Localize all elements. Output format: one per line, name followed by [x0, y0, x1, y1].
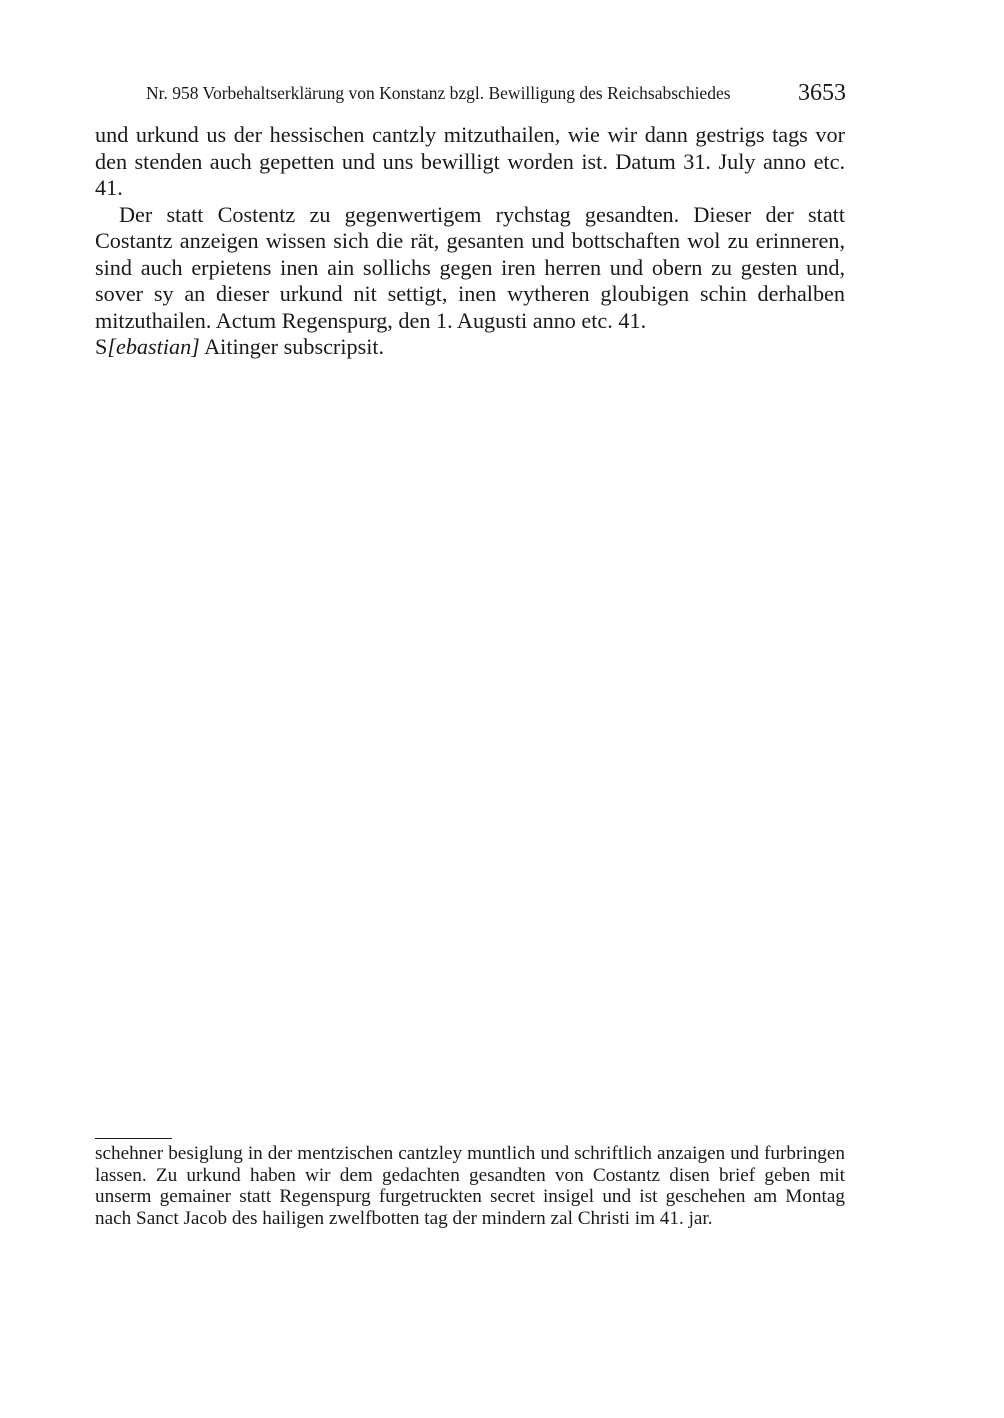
- footnote: [95, 1143, 845, 1229]
- main-text: [95, 122, 845, 361]
- signature-rest: Aitinger subscripsit.: [199, 334, 385, 359]
- signature-expansion: [ebastian]: [107, 334, 200, 359]
- footnote-text: schehner besiglung in der mentzischen cantzley muntlich und schriftlich anzaigen und furbringen lassen. Zu urkund haben wir dem gedachten gesandten von Costantz disen brief geben mit unserm gemainer statt Regenspurg furgetruckten secret insigel und ist geschehen am Montag nach Sanct Jacob des hailigen zwelfbotten tag der mindern zal Christi im 41. jar.: [95, 1143, 845, 1229]
- page-header: [146, 78, 846, 108]
- page-number: 3653: [798, 80, 846, 106]
- paragraph-2: Der statt Costentz zu gegenwertigem rychstag gesandten. Dieser der statt Costantz anzeigen wissen sich die rät, gesanten und bottschaften wol zu erinneren, sind auch erpietens inen ain sollichs gegen iren herren und obern zu gesten und, sover sy an dieser urkund nit settigt, inen wytheren gloubigen schin derhalben mitzuthailen. Actum Regenspurg, den 1. Augusti anno etc. 41.: [95, 201, 845, 333]
- paragraph-1: und urkund us der hessischen cantzly mitzuthailen, wie wir dann gestrigs tags vor den stenden auch gepetten und uns bewilligt worden ist. Datum 31. July anno etc. 41.: [95, 122, 845, 200]
- signature-line: [95, 334, 845, 361]
- running-title: Nr. 958 Vorbehaltserklärung von Konstanz bzgl. Bewilligung des Reichsabschiedes: [146, 83, 731, 103]
- footnote-divider: [95, 1138, 172, 1139]
- signature-initial: S: [95, 334, 108, 359]
